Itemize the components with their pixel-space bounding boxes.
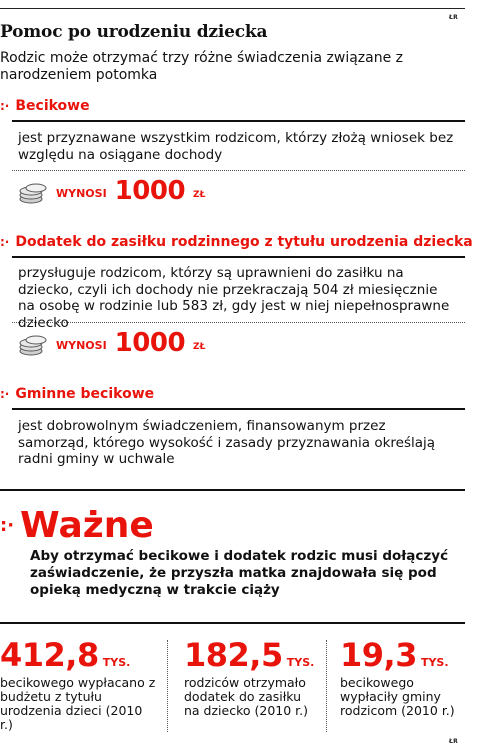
- source-label: ŁR: [449, 14, 459, 21]
- section-body: jest dobrowolnym świadczeniem, finansowanym przez samorząd, którego wysokość i zasady przyznawania określają radni gminy w uchwale: [18, 418, 436, 467]
- amount-value: 1000: [114, 176, 186, 206]
- important-rule: [0, 489, 465, 491]
- important-text: Aby otrzymać becikowe i dodatek rodzic musi dołączyć zaświadczenie, że przyszła matka znajdowała się pod opieką medyczną w trakcie ciąży: [30, 548, 449, 598]
- stat-description: rodziców otrzymało dodatek do zasiłku na dziecko (2010 r.): [184, 675, 309, 718]
- amount-currency: ZŁ: [193, 342, 206, 352]
- section-heading-label: Becikowe: [15, 98, 90, 114]
- coins-icon: [18, 182, 48, 204]
- amount-row: [18, 330, 205, 356]
- source-label: ŁR: [449, 738, 459, 745]
- amount-prefix: WYNOSI: [56, 339, 107, 352]
- stats-rule: [0, 622, 465, 624]
- coins-icon: [18, 334, 48, 356]
- dotted-divider: [12, 170, 465, 171]
- bullet-dots-icon: :·: [0, 99, 10, 113]
- stat-value: 412,8: [0, 636, 99, 674]
- stat-divider: [326, 640, 327, 732]
- stat-value: 19,3: [340, 636, 417, 674]
- important-heading: [0, 505, 154, 546]
- amount-prefix: WYNOSI: [56, 187, 107, 200]
- stat-description: becikowego wypłaciły gminy rodzicom (2010 r.): [340, 675, 455, 718]
- stat-divider: [167, 640, 168, 732]
- stat-unit: TYS.: [286, 656, 315, 669]
- stat-item: [0, 638, 158, 732]
- page-subtitle: Rodzic może otrzymać trzy różne świadczenia związane z narodzeniem potomka: [0, 50, 404, 83]
- stat-description: becikowego wypłacano z budżetu z tytułu urodzenia dzieci (2010 r.): [0, 675, 156, 732]
- bullet-dots-icon: :·: [0, 235, 10, 249]
- stat-unit: TYS.: [102, 656, 131, 669]
- section-heading-dodatek: [0, 234, 473, 250]
- section-heading-label: Dodatek do zasiłku rodzinnego z tytułu urodzenia dziecka: [15, 234, 473, 250]
- section-body: przysługuje rodzicom, którzy są uprawnieni do zasiłku na dziecko, czyli ich dochody nie przekraczają 504 zł miesięcznie na osobę w rodzinie lub 583 zł, gdy jest w niej niepełnosprawne dziecko: [18, 265, 450, 331]
- amount-row: [18, 178, 205, 204]
- stat-value: 182,5: [184, 636, 283, 674]
- page-title: Pomoc po urodzeniu dziecka: [0, 22, 268, 42]
- top-rule: [0, 8, 465, 9]
- stat-number: [340, 638, 470, 672]
- section-heading-label: Gminne becikowe: [15, 386, 155, 402]
- section-rule: [12, 408, 465, 410]
- stat-number: [184, 638, 319, 672]
- amount-currency: ZŁ: [193, 190, 206, 200]
- bullet-dots-icon: :·: [0, 387, 10, 401]
- section-rule: [12, 120, 465, 122]
- section-heading-gminne: [0, 386, 154, 402]
- section-body: jest przyznawane wszystkim rodzicom, którzy złożą wniosek bez względu na osiągane dochody: [18, 130, 454, 163]
- stat-unit: TYS.: [420, 656, 449, 669]
- dotted-divider: [12, 322, 465, 323]
- important-title: Ważne: [20, 505, 154, 546]
- stat-item: [340, 638, 470, 718]
- stat-number: [0, 638, 158, 672]
- bullet-dots-icon: :·: [0, 515, 15, 536]
- section-rule: [12, 256, 465, 258]
- stat-item: [184, 638, 319, 718]
- section-heading-becikowe: [0, 98, 90, 114]
- amount-value: 1000: [114, 328, 186, 358]
